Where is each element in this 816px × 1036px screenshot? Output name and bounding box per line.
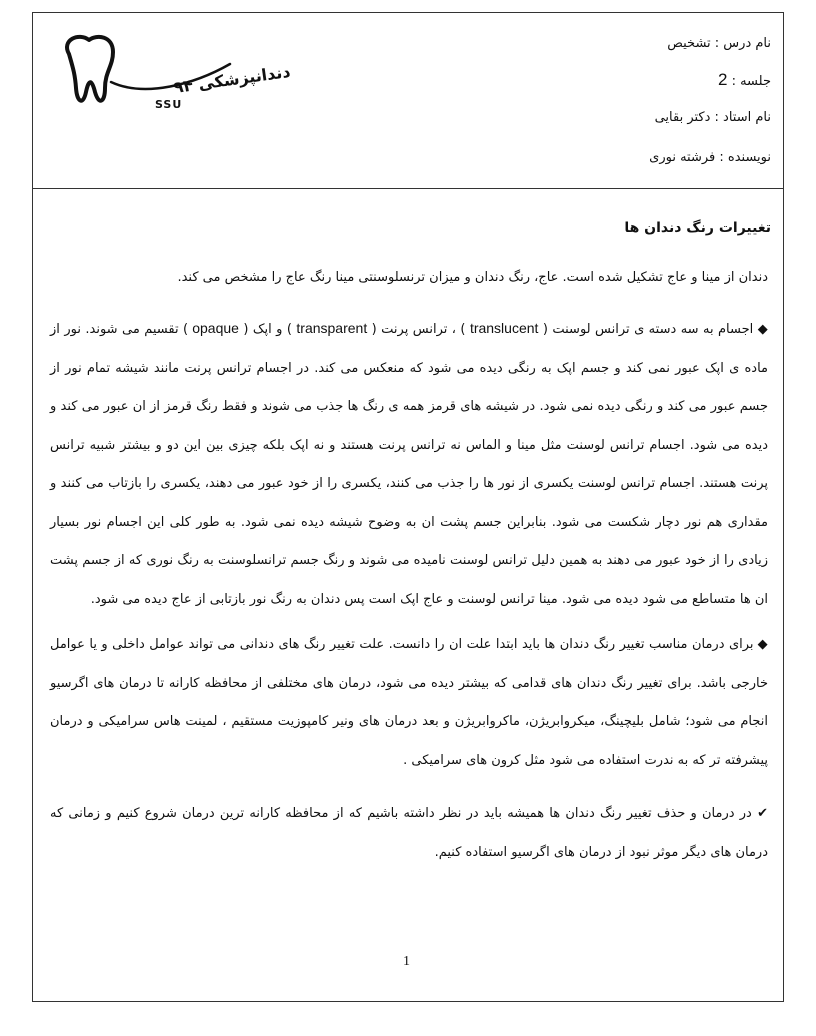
checkmark-bullet-icon: ✔	[757, 806, 768, 821]
tooth-logo-icon	[55, 32, 235, 112]
section-title: تغییرات رنگ دندان ها	[624, 220, 771, 236]
session-line	[718, 70, 771, 90]
session-number: 2	[717, 70, 728, 89]
ssu-dentistry-logo	[55, 32, 292, 112]
translucency-paragraph: ◆ اجسام به سه دسته ی ترانس لوسنت ( translucent ) ، ترانس پرنت ( transparent ) و اپک ( opaque ) تقسیم می شوند. نور از ماده ی اپک عبور نمی کند و جسم اپک به رنگی دیده می شود که منعکس می کند. در اجسام ترانس پرنت مانند شیشه تمام نور از جسم عبور می کند و رنگی دیده نمی شود. در شیشه های قرمز همه ی رنگ ها جذب می شوند و فقط رنگ قرمز از ان عبور می کند و دیده می شود. اجسام ترانس لوسنت مثل مینا و الماس نه ترانس پرنت هستند و نه اپک بلکه چیزی بین این دو و بیشتر شبیه ترانس پرنت هستند. اجسام ترانس لوسنت یکسری از نور ها را جذب می کنند، یکسری را از خود عبور می دهند، یکسری را بازتاب می کنند و مقداری هم نور دچار شکست می شود. بنابراین جسم پشت ان به وضوح شیشه دیده نمی شود. به طور کلی این اجسام نور بسیار زیادی را از خود عبور می دهند به همین دلیل ترانس لوسنت نامیده می شوند و رنگ جسم ترانسلوسنت به رنگ نوری که از جسم پشت ان ها متساطع می شود دیده می شود. مینا ترانس لوسنت و عاج اپک است پس دندان به رنگ نور بازتابی از عاج دیده می شود.	[50, 320, 769, 607]
logo-abbreviation: SSU	[155, 98, 183, 111]
term-transparent: transparent	[296, 320, 368, 336]
professor-name: نام استاد : دکتر بقایی	[654, 110, 771, 125]
diamond-bullet-icon: ◆	[757, 637, 769, 652]
conservative-paragraph: ✔ در درمان و حذف تغییر رنگ دندان ها همیشه باید در نظر داشته باشیم که از محافظه کارانه ترین درمان شروع کنیم و زمانی که درمان های دیگر موثر نبود از درمان های اگرسیو استفاده کنیم.	[50, 806, 768, 860]
course-name: نام درس : تشخیص	[667, 36, 771, 51]
diamond-bullet-icon: ◆	[757, 322, 769, 337]
page-number: 1	[403, 954, 410, 969]
treatment-paragraph: ◆ برای درمان مناسب تغییر رنگ دندان ها باید ابتدا علت ان را دانست. علت تغییر رنگ های دندانی می تواند عوامل داخلی و یا عوامل خارجی باشد. برای تغییر رنگ دندان های قدامی که بیشتر دیده می شود، درمان های مختلفی از محافظه کارانه تا درمان های اگرسیو انجام می شود؛ شامل بلیچینگ، میکروابریژن، ماکروابریژن و بعد درمان های ونیر کامپوزیت مستقیم ، لمینت هاس سرامیکی و درمان پیشرفته تر که به ندرت استفاده می شود مثل کرون های سرامیکی .	[50, 637, 769, 768]
term-opaque: opaque	[192, 320, 239, 336]
author-name: نویسنده : فرشته نوری	[649, 150, 771, 165]
session-label: جلسه :	[727, 74, 771, 89]
intro-paragraph: دندان از مینا و عاج تشکیل شده است. عاج، رنگ دندان و میزان ترنسلوسنتی مینا رنگ عاج را مشخص می کند.	[177, 270, 768, 285]
logo-text: دندانپزشکی ۹۴	[172, 61, 292, 98]
header-divider	[32, 188, 784, 189]
term-translucent: translucent	[469, 320, 539, 336]
